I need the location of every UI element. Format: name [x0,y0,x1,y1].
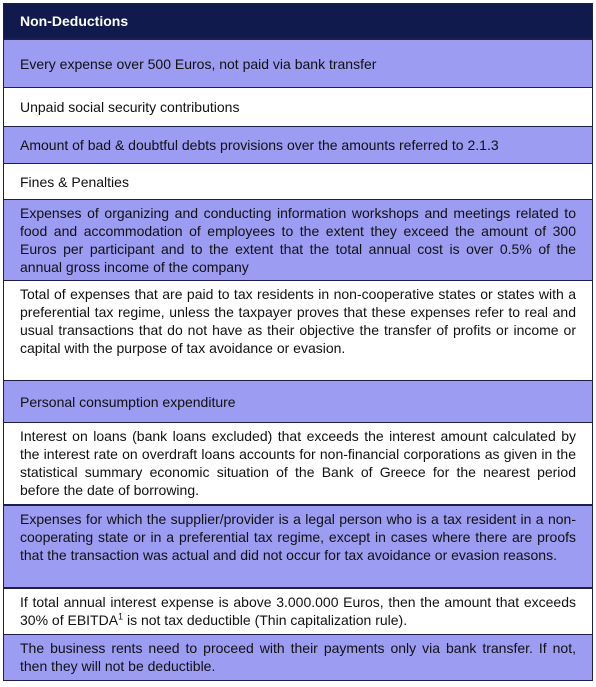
table-row [4,634,592,680]
row-text: Every expense over 500 Euros, not paid via bank transfer [20,55,377,72]
table-row [4,504,592,587]
row-text: Expenses of organizing and conducting information workshops and meetings related to food and accommodation of employees to the extent they exceed the amount of 300 Euros per participant and to the extent that the total annual cost is over 0.5% of the annual gross income of the company [20,205,576,275]
row-text: The business rents need to proceed with their payments only via bank transfer. If not, then they will not be deductible. [20,640,576,674]
table-row [4,39,592,87]
non-deductions-table [3,3,593,681]
table-row [4,87,592,126]
row-text: Unpaid social security contributions [20,99,240,115]
row-text: Fines & Penalties [20,173,129,190]
row-text: Interest on loans (bank loans excluded) that exceeds the interest amount calculated by the interest rate on overdraft loans accounts for non-financial corporations as given in the statistical summary economic situation of the Bank of Greece for the nearest period before the date of borrowing. [20,428,576,498]
row-text: Personal consumption expenditure [20,393,236,410]
table-row [4,163,592,199]
row-text: Amount of bad & doubtful debts provisions over the amounts referred to 2.1.3 [20,137,499,153]
table-row [4,422,592,504]
table-header: Non-Deductions [4,4,592,39]
footnote-marker: 1 [118,611,124,622]
table-row [4,380,592,422]
row-text: Total of expenses that are paid to tax residents in non-cooperative states or states with a preferential tax regime, unless the taxpayer proves that these expenses refer to real and usual transactions that do not have as their objective the transfer of profits or income or capital with the purpose of tax avoidance or evasion. [20,286,576,356]
row-text: Expenses for which the supplier/provider is a legal person who is a tax resident in a non-cooperating state or in a preferential tax regime, except in cases where there are proofs that the transaction was actual and did not occur for tax avoidance or evasion reasons. [20,511,576,563]
row-text-part: If total annual interest expense is above 3.000.000 Euros, then the amount that exceeds 30% of EBITDA [20,594,576,628]
table-row [4,587,592,634]
row-text-part: is not tax deductible (Thin capitalization rule). [123,612,408,628]
table-row [4,126,592,163]
table-row [4,280,592,380]
table-row [4,199,592,280]
